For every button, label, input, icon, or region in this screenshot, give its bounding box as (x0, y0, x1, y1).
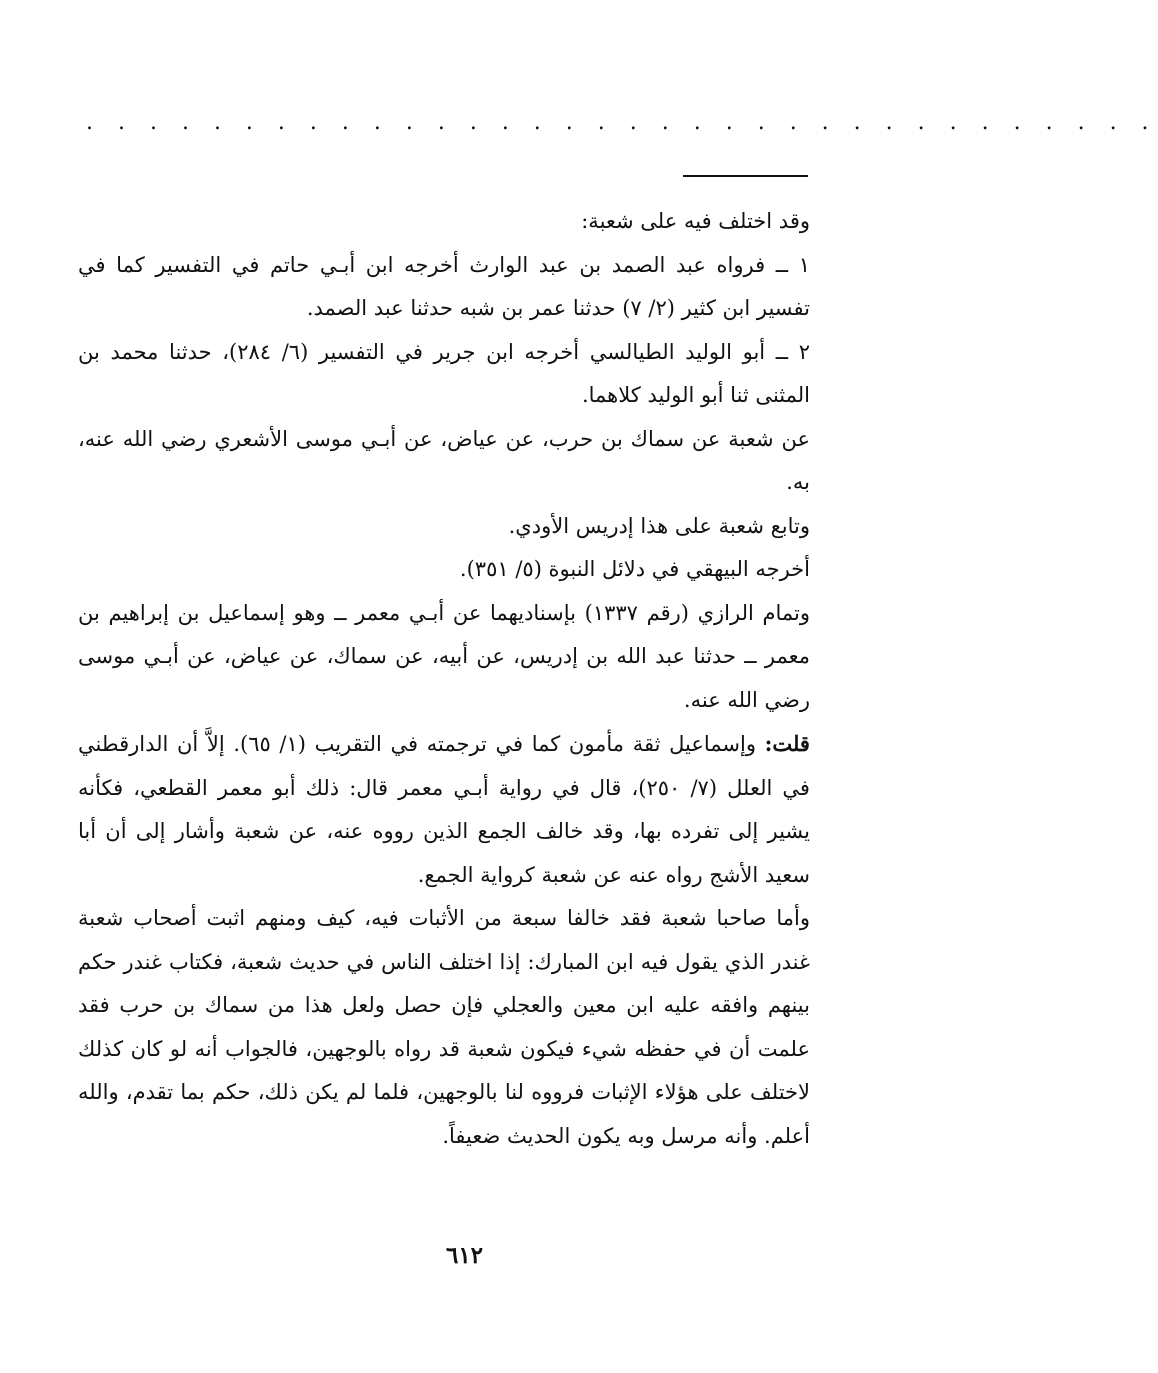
paragraph-bayhaqi: أخرجه البيهقي في دلائل النبوة (٥/ ٣٥١). (459, 557, 810, 581)
main-text (78, 200, 810, 1158)
paragraph-first-narration: ١ ــ فرواه عبد الصمد بن عبد الوارث أخرجه ابن أبـي حاتم في التفسير كما في تفسير ابن كثير (٢/ ٧) حدثنا عمر بن شبه حدثنا عبد الصمد. (78, 252, 810, 320)
paragraph-tammam: وتمام الرازي (رقم ١٣٣٧) بإسناديهما عن أبـي معمر ــ وهو إسماعيل بن إبراهيم بن معمر ــ حدثنا عبد الله بن إدريس، عن أبيه، عن سماك، عن عياض، عن أبـي موسى رضي الله عنه. (78, 600, 810, 712)
page-number: ٦١٢ (445, 1242, 484, 1269)
paragraph-conclusion: وأما صاحبا شعبة فقد خالفا سبعة من الأثبات فيه، كيف ومنهم اثبت أصحاب شعبة غندر الذي يقول فيه ابن المبارك: إذا اختلف الناس في حديث شعبة، فكتاب غندر حكم بينهم وافقه عليه ابن معين والعجلي فإن حصل ولعل هذا من سماك بن حرب فقد علمت أن في حفظه شيء فيكون شعبة قد رواه بالوجهين، فالجواب أنه لو كان كذلك لاختلف على هؤلاء الإثبات فرووه لنا بالوجهين، فلما لم يكن ذلك، حكم بما تقدم، والله أعلم. وأنه مرسل وبه يكون الحديث ضعيفاً. (78, 906, 810, 1148)
note-label: قلت: (764, 731, 810, 756)
footnote-separator (683, 175, 808, 177)
paragraph-follow-up: وتابع شعبة على هذا إدريس الأودي. (508, 513, 810, 538)
paragraph-chain: عن شعبة عن سماك بن حرب، عن عياض، عن أبـي موسى الأشعري رضي الله عنه، به. (78, 426, 810, 494)
paragraph-second-narration: ٢ ــ أبو الوليد الطيالسي أخرجه ابن جرير في التفسير (٦/ ٢٨٤)، حدثنا محمد بن المثنى ثنا أبو الوليد كلاهما. (78, 339, 810, 407)
paragraph-note (78, 722, 810, 897)
paragraph-intro: وقد اختلف فيه على شعبة: (581, 209, 810, 233)
note-text: وإسماعيل ثقة مأمون كما في ترجمته في التقريب (١/ ٦٥). إلاَّ أن الدارقطني في العلل (٧/ ٢٥٠)، قال في رواية أبـي معمر قال: ذلك أبو معمر القطعي، فكأنه يشير إلى تفرده بها، وقد خالف الجمع الذين رووه عنه، عن شعبة وأشار إلى أن أبا سعيد الأشج رواه عنه عن شعبة كرواية الجمع. (78, 732, 810, 887)
header-dotted-rule: . . . . . . . . . . . . . . . . . . . . . . . . . . . . . . . . . . (86, 110, 1158, 135)
